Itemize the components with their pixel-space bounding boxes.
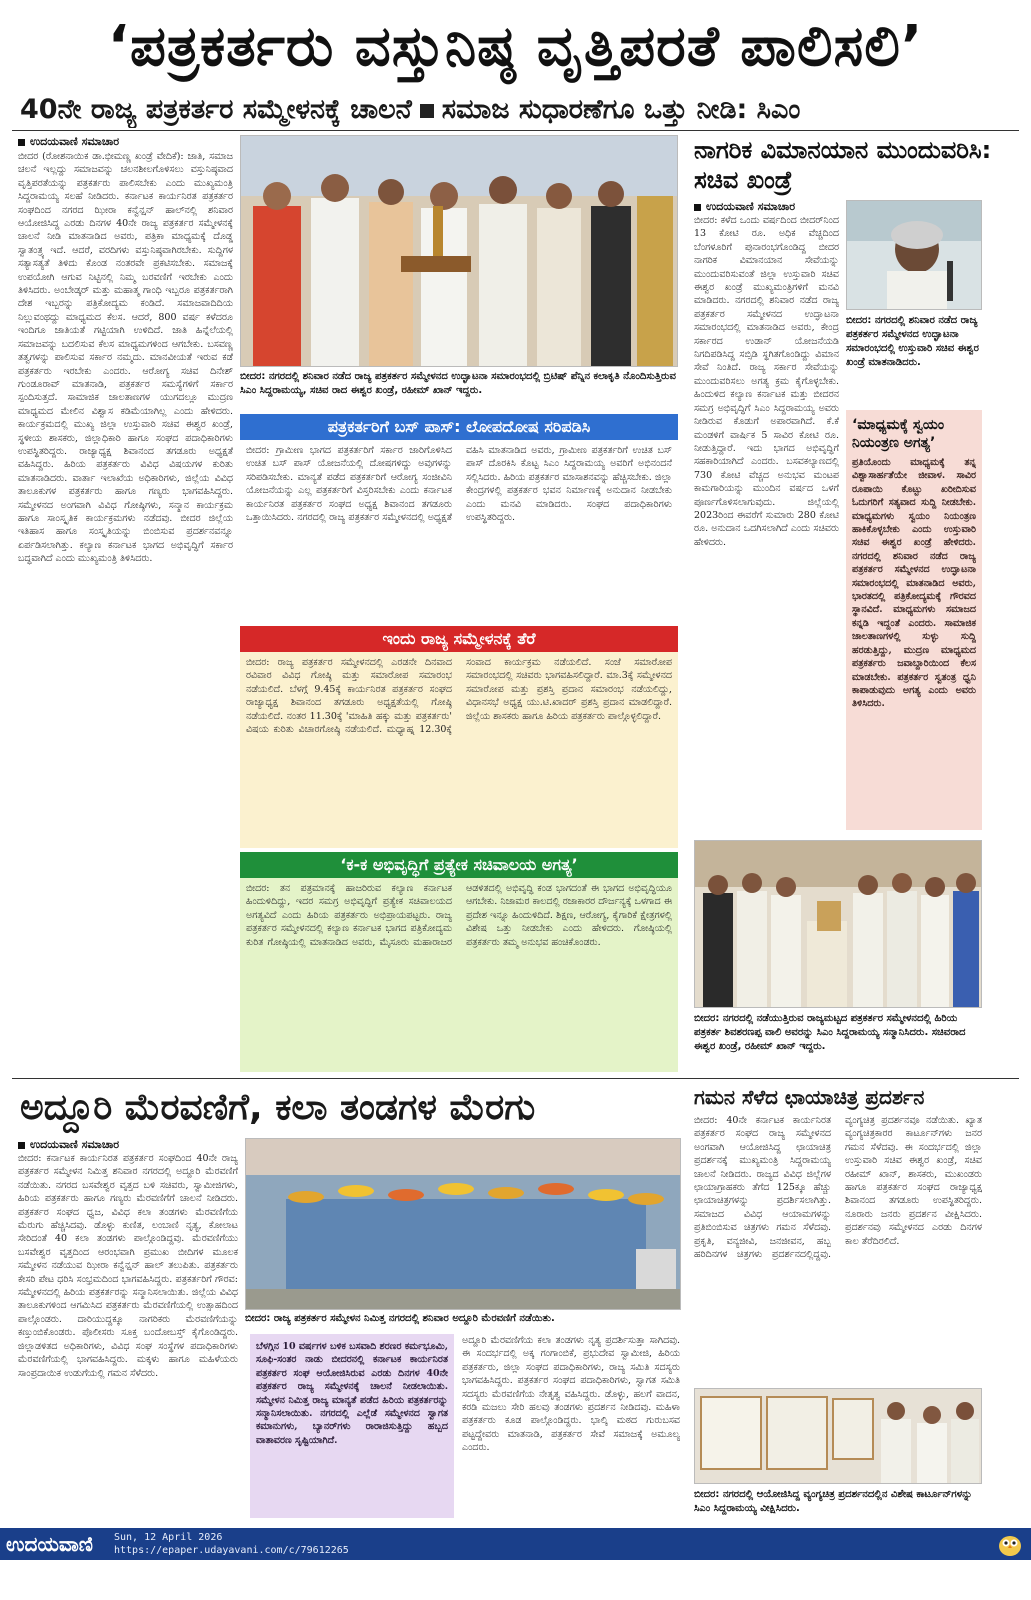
exhibition-photo-icon — [695, 1389, 982, 1484]
bus-pass-banner: ಪತ್ರಕರ್ತರಿಗೆ ಬಸ್ ಪಾಸ್: ಲೋಪದೋಷ ಸರಿಪಡಿಸಿ — [240, 414, 678, 440]
exhibition-photo-caption: ಬೀದರ: ನಗರದಲ್ಲಿ ಆಯೋಜಿಸಿದ್ದ ವ್ಯಂಗ್ಯಚಿತ್ರ ಪ್ರದರ್ಶನದಲ್ಲಿನ ವಿಶೇಷ ಕಾರ್ಟೂನ್‌ಗಳನ್ನು ಸಿಎಂ ಸಿದ್ದರಾಮಯ್ಯ ವೀಕ್ಷಿಸಿದರು. — [694, 1489, 973, 1514]
bus-pass-panel — [240, 440, 678, 622]
procession-headline: ಅದ್ದೂರಿ ಮೆರವಣಿಗೆ, ಕಲಾ ತಂಡಗಳ ಮೆರಗು — [20, 1087, 536, 1128]
procession-photo-icon — [246, 1139, 681, 1310]
exhibition-photo — [694, 1388, 982, 1484]
separator-square-icon — [420, 104, 434, 118]
procession-continued-body: ಅದ್ದೂರಿ ಮೆರವಣಿಗೆಯ ಕಲಾ ತಂಡಗಳು ನೃತ್ಯ ಪ್ರದರ್ಶಿಸುತ್ತಾ ಸಾಗಿದವು. ಈ ಸಂದರ್ಭದಲ್ಲಿ ಅಕ್ಕ ಗಂಗಾಂಬಿಕೆ, ಪ್ರಭುದೇವ ಸ್ವಾಮೀಜಿ, ಹಿರಿಯ ಪತ್ರಕರ್ತರು, ಜಿಲ್ಲಾ ಸಂಘದ ಪದಾಧಿಕಾರಿಗಳು, ರಾಜ್ಯ ಸಮಿತಿ ಸದಸ್ಯರು ಭಾಗವಹಿಸಿದ್ದರು. ಪತ್ರಕರ್ತರ ಸಂಘದ ಪದಾಧಿಕಾರಿಗಳು, ಸ್ವಾಗತ ಸಮಿತಿ ಸದಸ್ಯರು ಮೆರವಣಿಗೆಯ ನೇತೃತ್ವ ವಹಿಸಿದ್ದರು. ಡೊಳ್ಳು, ಹಲಗೆ ವಾದನ, ಕರಡಿ ಮಜಲು ಸೇರಿ ಹಲವು ತಂಡಗಳು ಪ್ರದರ್ಶನ ನೀಡಿದವು. ಮಹಿಳಾ ಪತ್ರಕರ್ತರು ಕೂಡ ಪಾಲ್ಗೊಂಡಿದ್ದರು. ಭಾಲ್ಕಿ ಮಠದ ಗುರುಬಸವ ಪಟ್ಟದ್ದೇವರು ಮಾತನಾಡಿ, ಪತ್ರಕರ್ತರ ಸೇವೆ ಸಮಾಜಕ್ಕೆ ಅಮೂಲ್ಯ ಎಂದರು. — [462, 1335, 680, 1454]
minister-speaking-photo — [846, 200, 982, 310]
photo-exhibit-body: ಬೀದರ: 40ನೇ ಕರ್ನಾಟಕ ಕಾರ್ಯನಿರತ ಪತ್ರಕರ್ತರ ಸಂಘದ ರಾಜ್ಯ ಸಮ್ಮೇಳನದ ಅಂಗವಾಗಿ ಆಯೋಜಿಸಿದ್ದ ಛಾಯಾಚಿತ್ರ ಪ್ರದರ್ಶನಕ್ಕೆ ಮುಖ್ಯಮಂತ್ರಿ ಸಿದ್ದರಾಮಯ್ಯ ಚಾಲನೆ ನೀಡಿದರು. ರಾಜ್ಯದ ವಿವಿಧ ಜಿಲ್ಲೆಗಳ ಛಾಯಾಗ್ರಾಹಕರು ತೆಗೆದ 125ಕ್ಕೂ ಹೆಚ್ಚು ಛಾಯಾಚಿತ್ರಗಳನ್ನು ಪ್ರದರ್ಶಿಸಲಾಗಿತ್ತು. ಸಮಾಜದ ವಿವಿಧ ಆಯಾಮಗಳನ್ನು ಪ್ರತಿಬಿಂಬಿಸುವ ಚಿತ್ರಗಳು ಗಮನ ಸೆಳೆದವು. ಪ್ರಕೃತಿ, ವನ್ಯಜೀವಿ, ಜನಜೀವನ, ಹಬ್ಬ ಹರಿದಿನಗಳ ಚಿತ್ರಗಳು ಪ್ರದರ್ಶನದಲ್ಲಿದ್ದವು. ವ್ಯಂಗ್ಯಚಿತ್ರ ಪ್ರದರ್ಶನವೂ ನಡೆಯಿತು. ಖ್ಯಾತ ವ್ಯಂಗ್ಯಚಿತ್ರಕಾರರ ಕಾರ್ಟೂನ್‌ಗಳು ಜನರ ಗಮನ ಸೆಳೆದವು. ಈ ಸಂದರ್ಭದಲ್ಲಿ ಜಿಲ್ಲಾ ಉಸ್ತುವಾರಿ ಸಚಿವ ಈಶ್ವರ ಖಂಡ್ರೆ, ಸಚಿವ ರಹೀಮ್ ಖಾನ್, ಶಾಸಕರು, ಮುಖಂಡರು ಹಾಗೂ ಪತ್ರಕರ್ತರ ಸಂಘದ ರಾಜ್ಯಾಧ್ಯಕ್ಷ ಶಿವಾನಂದ ತಗಡೂರು ಉಪಸ್ಥಿತರಿದ್ದರು. ನೂರಾರು ಜನರು ಪ್ರದರ್ಶನ ವೀಕ್ಷಿಸಿದರು. ಪ್ರದರ್ಶನವು ಸಮ್ಮೇಳನದ ಎರಡು ದಿನಗಳ ಕಾಲ ತೆರೆದಿರಲಿದೆ. — [694, 1115, 982, 1261]
aviation-headline: ನಾಗರಿಕ ವಿಮಾನಯಾನ ಮುಂದುವರಿಸಿ: ಸಚಿವ ಖಂಡ್ರೆ — [694, 136, 992, 194]
subheadline — [20, 92, 1010, 128]
procession-highlight-body: ಬೆಳಗ್ಗಿನ 10 ವರ್ಷಗಳ ಬಳಿಕ ಬಸವಾದಿ ಶರಣರ ಕರ್ಮಭೂಮಿ, ಸೂಫಿ-ಸಂತರ ನಾಡು ಬೀದರನಲ್ಲಿ ಕರ್ನಾಟಕ ಕಾರ್ಯನಿರತ ಪತ್ರಕರ್ತರ ಸಂಘ ಆಯೋಜಿಸಿರುವ ಎರಡು ದಿನಗಳ 40ನೇ ಪತ್ರಕರ್ತರ ರಾಜ್ಯ ಸಮ್ಮೇಳನಕ್ಕೆ ಚಾಲನೆ ನೀಡಲಾಯಿತು. ಸಮ್ಮೇಳನ ನಿಮಿತ್ತ ರಾಜ್ಯ ಮಾನ್ಯತೆ ಪಡೆದ ಹಿರಿಯ ಪತ್ರಕರ್ತರನ್ನು ಸನ್ಮಾನಿಸಲಾಯಿತು. ನಗರದಲ್ಲಿ ಎಲ್ಲೆಡೆ ಸಮ್ಮೇಳನದ ಸ್ವಾಗತ ಕಮಾನುಗಳು, ಬ್ಯಾನರ್‌ಗಳು ರಾರಾಜಿಸುತ್ತಿದ್ದು ಹಬ್ಬದ ವಾತಾವರಣ ಸೃಷ್ಟಿಯಾಗಿದೆ. — [256, 1341, 448, 1446]
procession-byline: ಉದಯವಾಣಿ ಸಮಾಚಾರ — [18, 1138, 238, 1152]
procession-body: ಬೀದರ: ಕರ್ನಾಟಕ ಕಾರ್ಯನಿರತ ಪತ್ರಕರ್ತರ ಸಂಘದಿಂದ 40ನೇ ರಾಜ್ಯ ಪತ್ರಕರ್ತರ ಸಮ್ಮೇಳನ ನಿಮಿತ್ತ ಶನಿವಾರ ನಗರದಲ್ಲಿ ಅದ್ದೂರಿ ಮೆರವಣಿಗೆ ನಡೆಯಿತು. ನಗರದ ಬಸವೇಶ್ವರ ವೃತ್ತದ ಬಳಿ ಸಚಿವರು, ಸ್ವಾಮೀಜಿಗಳು, ಹಿರಿಯ ಪತ್ರಕರ್ತರು ಹಾಗೂ ಗಣ್ಯರು ಮೆರವಣಿಗೆಗೆ ಚಾಲನೆ ನೀಡಿದರು. ಪತ್ರಕರ್ತರ ಸಂಘದ ಧ್ವಜ, ವಿವಿಧ ಕಲಾ ತಂಡಗಳು ಮೆರವಣಿಗೆಯ ಮೆರುಗು ಹೆಚ್ಚಿಸಿದವು. ಡೊಳ್ಳು ಕುಣಿತ, ಲಂಬಾಣಿ ನೃತ್ಯ, ಕೋಲಾಟ ಸೇರಿದಂತೆ 40 ಕಲಾ ತಂಡಗಳು ಪಾಲ್ಗೊಂಡಿದ್ದವು. ಮೆರವಣಿಗೆಯು ಬಸವೇಶ್ವರ ವೃತ್ತದಿಂದ ಆರಂಭವಾಗಿ ಪ್ರಮುಖ ಬೀದಿಗಳ ಮೂಲಕ ಸಮ್ಮೇಳನ ನಡೆಯುವ ಝೀರಾ ಕನ್ವೆನ್ಷನ್ ಹಾಲ್ ತಲುಪಿತು. ಪತ್ರಕರ್ತರು ಕೇಸರಿ ಪೇಟ ಧರಿಸಿ ಸಂಭ್ರಮದಿಂದ ಭಾಗವಹಿಸಿದ್ದರು. ಪತ್ರಕರ್ತರಿಗೆ ಗೌರವ: ಸಮ್ಮೇಳನದಲ್ಲಿ ಹಿರಿಯ ಪತ್ರಕರ್ತರನ್ನು ಸನ್ಮಾನಿಸಲಾಯಿತು. ಜಿಲ್ಲೆಯ ವಿವಿಧ ತಾಲೂಕುಗಳಿಂದ ಆಗಮಿಸಿದ ಪತ್ರಕರ್ತರು ಮೆರವಣಿಗೆಯಲ್ಲಿ ಉತ್ಸಾಹದಿಂದ ಪಾಲ್ಗೊಂಡರು. ದಾರಿಯುದ್ದಕ್ಕೂ ನಾಗರಿಕರು ಮೆರವಣಿಗೆಯನ್ನು ಕಣ್ತುಂಬಿಕೊಂಡರು. ಪೊಲೀಸರು ಸೂಕ್ತ ಬಂದೋಬಸ್ತ್ ಕೈಗೊಂಡಿದ್ದರು. ಜಿಲ್ಲಾಡಳಿತದ ಅಧಿಕಾರಿಗಳು, ವಿವಿಧ ಸಂಘ ಸಂಸ್ಥೆಗಳ ಪದಾಧಿಕಾರಿಗಳು ಮೆರವಣಿಗೆಯಲ್ಲಿ ಭಾಗವಹಿಸಿದ್ದರು. ಮಕ್ಕಳು ಹಾಗೂ ಮಹಿಳೆಯರು ಸಾಂಪ್ರದಾಯಿಕ ಉಡುಗೆಯಲ್ಲಿ ಗಮನ ಸೆಳೆದರು. — [18, 1153, 238, 1379]
main-story-body: ಬೀದರ (ರೋಶನಾಯಿಕ ಡಾ.ಭೀಮಣ್ಣ ಖಂಡ್ರೆ ವೇದಿಕೆ): ಜಾತಿ, ಸಮಾಜ ಚಲನೆ ಇಲ್ಲದ್ದು ಸಮಾಜವನ್ನು ಚಲನಶೀಲಗೊಳಿಸಲು ವಸ್ತುನಿಷ್ಠವಾದ ವೃತ್ತಿಪರತೆಯನ್ನು ಪತ್ರಕರ್ತರು ಪಾಲಿಸಬೇಕು ಎಂದು ಮುಖ್ಯಮಂತ್ರಿ ಸಿದ್ದರಾಮಯ್ಯ ಸಲಹೆ ನೀಡಿದರು. ಕರ್ನಾಟಕ ಕಾರ್ಯನಿರತ ಪತ್ರಕರ್ತರ ಸಂಘದಿಂದ ನಗರದ ಝೀರಾ ಕನ್ವೆನ್ಷನ್ ಹಾಲ್‌ನಲ್ಲಿ ಶನಿವಾರ ಆಯೋಜಿಸಿದ್ದ ಎರಡು ದಿನಗಳ 40ನೇ ರಾಜ್ಯ ಪತ್ರಕರ್ತರ ಸಮ್ಮೇಳನಕ್ಕೆ ಚಾಲನೆ ನೀಡಿ ಮಾತನಾಡಿದ ಅವರು, ಪತ್ರಿಕಾ ಮಾಧ್ಯಮಕ್ಕೆ ದೊಡ್ಡ ಸ್ವಾತಂತ್ರ್ಯ ಇದೆ. ಆದರೆ, ವರದಿಗಳು ವಸ್ತುನಿಷ್ಠವಾಗಿರಬೇಕು. ಸುದ್ದಿಗಳ ಸತ್ಯಾಸತ್ಯತೆ ತಿಳಿದು ಕೊಂಡ ನಂತರವೇ ಪ್ರಕಟಿಸಬೇಕು. ಸಮಾಜಕ್ಕೆ ಉಪಯೋಗಿ ಆಗುವ ನಿಟ್ಟಿನಲ್ಲಿ ನಿಮ್ಮ ಬರವಣಿಗೆ ಇರಬೇಕು ಎಂದು ತಿಳಿಸಿದರು. ಅಂಬೇಡ್ಕರ್ ಮತ್ತು ಮಹಾತ್ಮ ಗಾಂಧಿ ಇಬ್ಬರೂ ಪತ್ರಕರ್ತರಾಗಿ ದೇಶ ಇಬ್ಬರನ್ನು ಪತ್ರಿಕೋದ್ಯಮ ಕಂಡಿದೆ. ಸಮಾಜವಾದಿದಿಯ ನಿಲ್ಲುವಂಥದ್ದು ಮಾಧ್ಯಮದ ಕೆಲಸ. ಆದರೆ, 800 ವರ್ಷ ಕಳೆದರೂ ಇಂದಿಗೂ ಜಾತಿಯತೆ ಗಟ್ಟಿಯಾಗಿ ಉಳಿದಿದೆ. ಜಾತಿ ಹಿನ್ನೆಲೆಯಲ್ಲಿ ಸಮಾಜವನ್ನು ಬದಲಿಸುವ ಕೆಲಸ ಮಾಧ್ಯಮಗಳಿಂದ ಆಗಬೇಕು. ಬಸವಣ್ಣ ತತ್ವಗಳನ್ನು ಪಾಲಿಸುವ ಸರ್ಕಾರ ನಮ್ಮದು. ಮಾನವೀಯತೆ ಇರುವ ಕಡೆ ಪತ್ರಕರ್ತರು ಇರಬೇಕು ಎಂದರು. ಆರೋಗ್ಯ ಸಚಿವ ದಿನೇಶ್ ಗುಂಡೂರಾವ್ ಮಾತನಾಡಿ, ಪತ್ರಕರ್ತರ ಸಮಸ್ಯೆಗಳಿಗೆ ಸರ್ಕಾರ ಸ್ಪಂದಿಸುತ್ತದೆ. ಸಾಮಾಜಿಕ ಜಾಲತಾಣಗಳ ಯುಗದಲ್ಲೂ ಮುದ್ರಣ ಮಾಧ್ಯಮದ ಮೇಲಿನ ವಿಶ್ವಾಸ ಕಡಿಮೆಯಾಗಿಲ್ಲ ಎಂದು ಹೇಳಿದರು. ಕಾರ್ಯಕ್ರಮದಲ್ಲಿ ಮುಖ್ಯ ಜಿಲ್ಲಾ ಉಸ್ತುವಾರಿ ಸಚಿವ ಈಶ್ವರ ಖಂಡ್ರೆ, ಸ್ಥಳೀಯ ಶಾಸಕರು, ಜಿಲ್ಲಾಧಿಕಾರಿ ಹಾಗೂ ಸಂಘದ ಪದಾಧಿಕಾರಿಗಳು ಉಪಸ್ಥಿತರಿದ್ದರು. ರಾಜ್ಯಾಧ್ಯಕ್ಷ ಶಿವಾನಂದ ತಗಡೂರು ಅಧ್ಯಕ್ಷತೆ ವಹಿಸಿದ್ದರು. ಹಿರಿಯ ಪತ್ರಕರ್ತರು ವಿವಿಧ ವಿಷಯಗಳ ಕುರಿತು ಮಾತನಾಡಿದರು. ವಾರ್ತಾ ಇಲಾಖೆಯ ಅಧಿಕಾರಿಗಳು, ಜಿಲ್ಲೆಯ ವಿವಿಧ ತಾಲೂಕುಗಳ ಪತ್ರಕರ್ತರು ಹಾಗೂ ಗಣ್ಯರು ಭಾಗವಹಿಸಿದ್ದರು. ಸಮ್ಮೇಳನದ ಅಂಗವಾಗಿ ವಿವಿಧ ಗೋಷ್ಠಿಗಳು, ಸನ್ಮಾನ ಕಾರ್ಯಕ್ರಮ ಹಾಗೂ ಸಾಂಸ್ಕೃತಿಕ ಕಾರ್ಯಕ್ರಮಗಳು ನಡೆದವು. ಬೀದರ ಜಿಲ್ಲೆಯ ಇತಿಹಾಸ ಹಾಗೂ ಸಂಸ್ಕೃತಿಯನ್ನು ಬಿಂಬಿಸುವ ಪ್ರದರ್ಶನವನ್ನೂ ಏರ್ಪಡಿಸಲಾಗಿತ್ತು. ಕಲ್ಯಾಣ ಕರ್ನಾಟಕ ಭಾಗದ ಅಭಿವೃದ್ಧಿಗೆ ಸರ್ಕಾರ ಬದ್ಧವಾಗಿದೆ ಎಂದು ಮುಖ್ಯಮಂತ್ರಿ ತಿಳಿಸಿದರು. — [18, 151, 233, 565]
page-headline: ‘ಪತ್ರಕರ್ತರು ವಸ್ತುನಿಷ್ಠ ವೃತ್ತಿಪರತೆ ಪಾಲಿಸಲಿ’ — [107, 14, 924, 79]
owl-icon — [996, 1531, 1024, 1557]
photo-exhibit-headline: ಗಮನ ಸೆಳೆದ ಛಾಯಾಚಿತ್ರ ಪ್ರದರ್ಶನ — [694, 1085, 925, 1109]
procession-highlight-box — [250, 1334, 454, 1518]
footer-date: Sun, 12 April 2026 — [114, 1532, 223, 1543]
bullet-square-icon — [18, 1142, 25, 1149]
bus-pass-body: ಬೀದರ: ಗ್ರಾಮೀಣ ಭಾಗದ ಪತ್ರಕರ್ತರಿಗೆ ಸರ್ಕಾರ ಜಾರಿಗೊಳಿಸಿದ ಉಚಿತ ಬಸ್ ಪಾಸ್ ಯೋಜನೆಯಲ್ಲಿ ದೋಷಗಳಿದ್ದು ಅವುಗಳನ್ನು ಸರಿಪಡಿಸಬೇಕು. ಮಾನ್ಯತೆ ಪಡೆದ ಪತ್ರಕರ್ತರಿಗೆ ಆರೋಗ್ಯ ಸಂಜೀವಿನಿ ಯೋಜನೆಯನ್ನು ಎಲ್ಲ ಪತ್ರಕರ್ತರಿಗೆ ವಿಸ್ತರಿಸಬೇಕು ಎಂದು ಕರ್ನಾಟಕ ಕಾರ್ಯನಿರತ ಪತ್ರಕರ್ತರ ಸಂಘದ ಅಧ್ಯಕ್ಷ ಶಿವಾನಂದ ತಗಡೂರು ಒತ್ತಾಯಿಸಿದರು. ನಗರದಲ್ಲಿ ರಾಜ್ಯ ಪತ್ರಕರ್ತರ ಸಮ್ಮೇಳನದಲ್ಲಿ ಅಧ್ಯಕ್ಷತೆ ವಹಿಸಿ ಮಾತನಾಡಿದ ಅವರು, ಗ್ರಾಮೀಣ ಪತ್ರಕರ್ತರಿಗೆ ಉಚಿತ ಬಸ್ ಪಾಸ್ ದೊರಕಿಸಿ ಕೊಟ್ಟ ಸಿಎಂ ಸಿದ್ದರಾಮಯ್ಯ ಅವರಿಗೆ ಅಭಿನಂದನೆ ಸಲ್ಲಿಸಿದರು. ಹಿರಿಯ ಪತ್ರಕರ್ತರ ಮಾಸಾಶನವನ್ನು ಹೆಚ್ಚಿಸಬೇಕು. ಜಿಲ್ಲಾ ಕೇಂದ್ರಗಳಲ್ಲಿ ಪತ್ರಕರ್ತರ ಭವನ ನಿರ್ಮಾಣಕ್ಕೆ ಅನುದಾನ ನೀಡಬೇಕು ಎಂದು ಮನವಿ ಮಾಡಿದರು. ಸಂಘದ ಪದಾಧಿಕಾರಿಗಳು ಉಪಸ್ಥಿತರಿದ್ದರು. — [246, 445, 672, 524]
udayavani-logo: ಉದಯವಾಣಿ — [6, 1532, 93, 1556]
kk-secretariat-banner: ‘ಕ-ಕ ಅಭಿವೃದ್ಧಿಗೆ ಪ್ರತ್ಯೇಕ ಸಚಿವಾಲಯ ಅಗತ್ಯ’ — [240, 852, 678, 878]
page-bottom-margin — [0, 1560, 1031, 1600]
media-box-body: ಪ್ರತಿಯೊಂದು ಮಾಧ್ಯಮಕ್ಕೆ ತನ್ನ ವಿಶ್ವಾಸಾರ್ಹತೆಯೇ ಜೀವಾಳ. ಸಾವಿರ ರೂಪಾಯಿ ಕೊಟ್ಟು ಖರೀದಿಸುವ ಓದುಗರಿಗೆ ಸತ್ಯವಾದ ಸುದ್ದಿ ನೀಡಬೇಕು. ಮಾಧ್ಯಮಗಳು ಸ್ವಯಂ ನಿಯಂತ್ರಣ ಹಾಕಿಕೊಳ್ಳಬೇಕು ಎಂದು ಉಸ್ತುವಾರಿ ಸಚಿವ ಈಶ್ವರ ಖಂಡ್ರೆ ಹೇಳಿದರು. ನಗರದಲ್ಲಿ ಶನಿವಾರ ನಡೆದ ರಾಜ್ಯ ಪತ್ರಕರ್ತರ ಸಮ್ಮೇಳನದ ಉದ್ಘಾಟನಾ ಸಮಾರಂಭದಲ್ಲಿ ಮಾತನಾಡಿದ ಅವರು, ಭಾರತದಲ್ಲಿ ಪತ್ರಿಕೋದ್ಯಮಕ್ಕೆ ಗೌರವದ ಸ್ಥಾನವಿದೆ. ಮಾಧ್ಯಮಗಳು ಸಮಾಜದ ಕನ್ನಡಿ ಇದ್ದಂತೆ ಎಂದರು. ಸಾಮಾಜಿಕ ಜಾಲತಾಣಗಳಲ್ಲಿ ಸುಳ್ಳು ಸುದ್ದಿ ಹರಡುತ್ತಿದ್ದು, ಮುದ್ರಣ ಮಾಧ್ಯಮದ ಪತ್ರಕರ್ತರು ಜವಾಬ್ದಾರಿಯಿಂದ ಕೆಲಸ ಮಾಡಬೇಕು. ಪತ್ರಕರ್ತರ ಸ್ವತಂತ್ರ ಧ್ವನಿ ಕಾಪಾಡುವುದು ಅಗತ್ಯ ಎಂದು ಅವರು ತಿಳಿಸಿದರು. — [852, 457, 976, 710]
kk-secretariat-panel — [240, 878, 678, 1072]
main-byline: ಉದಯವಾಣಿ ಸಮಾಚಾರ — [18, 135, 233, 149]
minister-speaking-caption: ಬೀದರ: ನಗರದಲ್ಲಿ ಶನಿವಾರ ನಡೆದ ರಾಜ್ಯ ಪತ್ರಕರ್ತರ ಸಮ್ಮೇಳನದ ಉದ್ಘಾಟನಾ ಸಮಾರಂಭದಲ್ಲಿ ಉಸ್ತುವಾರಿ ಸಚಿವ ಈಶ್ವರ ಖಂಡ್ರೆ ಮಾತನಾಡಿದರು. — [846, 315, 979, 368]
award-photo-caption: ಬೀದರ: ನಗರದಲ್ಲಿ ನಡೆಯುತ್ತಿರುವ ರಾಜ್ಯಮಟ್ಟದ ಪತ್ರಕರ್ತರ ಸಮ್ಮೇಳನದಲ್ಲಿ ಹಿರಿಯ ಪತ್ರಕರ್ತ ಶಿವಶರಣಪ್ಪ ವಾಲಿ ಅವರನ್ನು ಸಿಎಂ ಸಿದ್ದರಾಮಯ್ಯ ಸನ್ಮಾನಿಸಿದರು. ಸಚಿವರಾದ ಈಶ್ವರ ಖಂಡ್ರೆ, ರಹೀಮ್ ಖಾನ್ ಇದ್ದರು. — [694, 1013, 966, 1052]
subheadline-right: ಸಮಾಜ ಸುಧಾರಣೆಗೂ ಒತ್ತು ನೀಡಿ: ಸಿಎಂ — [441, 94, 801, 125]
sammelana-end-panel — [240, 652, 678, 848]
aviation-byline: ಉದಯವಾಣಿ ಸಮಾಚಾರ — [694, 200, 844, 214]
ceremony-photo-icon — [241, 136, 678, 367]
media-self-regulation-box — [846, 410, 982, 830]
ceremony-photo — [240, 135, 678, 367]
bullet-square-icon — [18, 139, 25, 146]
procession-photo — [245, 1138, 681, 1310]
minister-speaking-photo-icon — [847, 201, 982, 310]
ceremony-photo-caption: ಬೀದರ: ನಗರದಲ್ಲಿ ಶನಿವಾರ ನಡೆದ ರಾಜ್ಯ ಪತ್ರಕರ್ತರ ಸಮ್ಮೇಳನದ ಉದ್ಘಾಟನಾ ಸಮಾರಂಭದಲ್ಲಿ ಬ್ರಿಟಿಷ್ ಪೆನ್ನಿನ ಕಲಾಕೃತಿ ನೊಂದಿಸುತ್ತಿರುವ ಸಿಎಂ ಸಿದ್ದರಾಮಯ್ಯ, ಸಚಿವ ರಾದ ಈಶ್ವರ ಖಂಡ್ರೆ, ರಹೀಮ್ ಖಾನ್ ಇದ್ದರು. — [240, 371, 676, 396]
procession-photo-caption: ಬೀದರ: ರಾಜ್ಯ ಪತ್ರಕರ್ತರ ಸಮ್ಮೇಳನ ನಿಮಿತ್ತ ನಗರದಲ್ಲಿ ಶನಿವಾರ ಅದ್ದೂರಿ ಮೆರವಣಿಗೆ ನಡೆಯಿತು. — [245, 1313, 555, 1324]
footer-url[interactable]: https://epaper.udayavani.com/c/79612265 — [114, 1545, 349, 1556]
kk-secretariat-body: ಬೀದರ: ತನ ಪತ್ರಮಾನಕ್ಕೆ ಹಾಜರಿರುವ ಕಲ್ಯಾಣ ಕರ್ನಾಟಕ ಹಿಂದುಳಿದಿದ್ದು, ಇದರ ಸಮಗ್ರ ಅಭಿವೃದ್ಧಿಗೆ ಪ್ರತ್ಯೇಕ ಸಚಿವಾಲಯದ ಅಗತ್ಯವಿದೆ ಎಂದು ಹಿರಿಯ ಪತ್ರಕರ್ತರು ಅಭಿಪ್ರಾಯಪಟ್ಟರು. ರಾಜ್ಯ ಪತ್ರಕರ್ತರ ಸಮ್ಮೇಳನದಲ್ಲಿ ಕಲ್ಯಾಣ ಕರ್ನಾಟಕ ಭಾಗದ ಪತ್ರಿಕೋದ್ಯಮ ಕುರಿತ ಗೋಷ್ಠಿಯಲ್ಲಿ ಮಾತನಾಡಿದ ಅವರು, ಮೈಸೂರು ಮಹಾರಾಜರ ಆಡಳಿತದಲ್ಲಿ ಅಭಿವೃದ್ಧಿ ಕಂಡ ಭಾಗದಂತೆ ಈ ಭಾಗದ ಅಭಿವೃದ್ಧಿಯೂ ಆಗಬೇಕು. ನಿಜಾಮರ ಕಾಲದಲ್ಲಿ ರಜಾಕಾರರ ದೌರ್ಜನ್ಯಕ್ಕೆ ಒಳಗಾದ ಈ ಪ್ರದೇಶ ಇನ್ನೂ ಹಿಂದುಳಿದಿದೆ. ಶಿಕ್ಷಣ, ಆರೋಗ್ಯ, ಕೈಗಾರಿಕೆ ಕ್ಷೇತ್ರಗಳಲ್ಲಿ ವಿಶೇಷ ಒತ್ತು ನೀಡಬೇಕು ಎಂದು ಹೇಳಿದರು. ಗೋಷ್ಠಿಯಲ್ಲಿ ಪತ್ರಕರ್ತರು ತಮ್ಮ ಅನುಭವ ಹಂಚಿಕೊಂಡರು. — [246, 883, 672, 948]
aviation-body: ಬೀದರ: ಕಳೆದ ಒಂದು ವರ್ಷದಿಂದ ಬೀದರ್‌ನಿಂದ 13 ಕೋಟಿ ರೂ. ಅಧಿಕ ವೆಚ್ಚದಿಂದ ಬೆಂಗಳೂರಿಗೆ ಪುನಾರಂಭಗೊಂಡಿದ್ದ ಬೀದರ ನಾಗರಿಕ ವಿಮಾನಯಾನ ಸೇವೆಯನ್ನು ಮುಂದುವರಿಸುವಂತೆ ಜಿಲ್ಲಾ ಉಸ್ತುವಾರಿ ಸಚಿವ ಈಶ್ವರ ಖಂಡ್ರೆ ಮುಖ್ಯಮಂತ್ರಿಗಳಿಗೆ ಮನವಿ ಮಾಡಿದರು. ನಗರದಲ್ಲಿ ಶನಿವಾರ ನಡೆದ ರಾಜ್ಯ ಪತ್ರಕರ್ತರ ಸಮ್ಮೇಳನದ ಉದ್ಘಾಟನಾ ಸಮಾರಂಭದಲ್ಲಿ ಮಾತನಾಡಿದ ಅವರು, ಕೇಂದ್ರ ಸರ್ಕಾರದ ಉಡಾನ್ ಯೋಜನೆಯಡಿ ನಿಗದಿಪಡಿಸಿದ್ದ ಸಬ್ಸಿಡಿ ಸ್ಥಗಿತಗೊಂಡಿದ್ದು ವಿಮಾನ ಸೇವೆ ನಿಂತಿದೆ. ರಾಜ್ಯ ಸರ್ಕಾರ ಸೇವೆಯನ್ನು ಮುಂದುವರಿಸಲು ಅಗತ್ಯ ಕ್ರಮ ಕೈಗೊಳ್ಳಬೇಕು. ಹಿಂದುಳಿದ ಕಲ್ಯಾಣ ಕರ್ನಾಟಕ ಮತ್ತು ಬೀದರನ ಸಮಗ್ರ ಅಭಿವೃದ್ಧಿಗೆ ಸಿಎಂ ಸಿದ್ದರಾಮಯ್ಯ ಅವರು ನೀಡಿರುವ ಕೊಡುಗೆ ಅಪಾರವಾಗಿದೆ. ಕೆ.ಕೆ ಮಂಡಳಿಗೆ ವಾರ್ಷಿಕ 5 ಸಾವಿರ ಕೋಟಿ ರೂ. ನೀಡುತ್ತಿದ್ದಾರೆ. ಇದು ಭಾಗದ ಅಭಿವೃದ್ಧಿಗೆ ಸಹಕಾರಿಯಾಗಿದೆ ಎಂದರು. ಬಸವಕಲ್ಯಾಣದಲ್ಲಿ 730 ಕೋಟಿ ವೆಚ್ಚದ ಅನುಭವ ಮಂಟಪ ಕಾಮಗಾರಿಯನ್ನು ಮುಂದಿನ ವರ್ಷದ ಒಳಗೆ ಪೂರ್ಣಗೊಳಿಸಲಾಗುವುದು. ಜಿಲ್ಲೆಯಲ್ಲಿ 2023ರಿಂದ ಈವರೆಗೆ ಸುಮಾರು 280 ಕೋಟಿ ರೂ. ಅನುದಾನ ಒದಗಿಸಲಾಗಿದೆ ಎಂದು ಸಚಿವರು ಹೇಳಿದರು. — [694, 215, 839, 548]
sammelana-end-body: ಬೀದರ: ರಾಜ್ಯ ಪತ್ರಕರ್ತರ ಸಮ್ಮೇಳನದಲ್ಲಿ ಎರಡನೇ ದಿನವಾದ ರವಿವಾರ ವಿವಿಧ ಗೋಷ್ಠಿ ಮತ್ತು ಸಮಾರೋಪ ಸಮಾರಂಭ ನಡೆಯಲಿದೆ. ಬೆಳಗ್ಗೆ 9.45ಕ್ಕೆ ಕಾರ್ಯನಿರತ ಪತ್ರಕರ್ತರ ಸಂಘದ ರಾಜ್ಯಾಧ್ಯಕ್ಷ ಶಿವಾನಂದ ತಗಡೂರು ಅಧ್ಯಕ್ಷತೆಯಲ್ಲಿ ಗೋಷ್ಠಿ ನಡೆಯಲಿದೆ. ನಂತರ 11.30ಕ್ಕೆ 'ಮಾಹಿತಿ ಹಕ್ಕು ಮತ್ತು ಪತ್ರಕರ್ತರು' ವಿಷಯ ಕುರಿತು ವಿಚಾರಗೋಷ್ಠಿ ನಡೆಯಲಿದೆ. ಮಧ್ಯಾಹ್ನ 12.30ಕ್ಕೆ ಸಂವಾದ ಕಾರ್ಯಕ್ರಮ ನಡೆಯಲಿದೆ. ಸಂಜೆ ಸಮಾರೋಪ ಸಮಾರಂಭದಲ್ಲಿ ಸಚಿವರು ಭಾಗವಹಿಸಲಿದ್ದಾರೆ. ಮಾ.3ಕ್ಕೆ ಸಮ್ಮೇಳನದ ಸಮಾರೋಪ ಮತ್ತು ಪ್ರಶಸ್ತಿ ಪ್ರದಾನ ಸಮಾರಂಭ ನಡೆಯಲಿದ್ದು, ವಿಧಾನಸಭೆ ಅಧ್ಯಕ್ಷ ಯು.ಟಿ.ಖಾದರ್ ಪ್ರಶಸ್ತಿ ಪ್ರದಾನ ಮಾಡಲಿದ್ದಾರೆ. ಜಿಲ್ಲೆಯ ಶಾಸಕರು ಹಾಗೂ ಹಿರಿಯ ಪತ್ರಕರ್ತರು ಪಾಲ್ಗೊಳ್ಳಲಿದ್ದಾರೆ. — [246, 657, 672, 736]
header-rule — [12, 130, 1019, 131]
media-box-title: ‘ಮಾಧ್ಯಮಕ್ಕೆ ಸ್ವಯಂ ನಿಯಂತ್ರಣ ಅಗತ್ಯ’ — [852, 417, 945, 451]
section-rule — [12, 1078, 1019, 1079]
bullet-square-icon — [694, 204, 701, 211]
subheadline-left: 40ನೇ ರಾಜ್ಯ ಪತ್ರಕರ್ತರ ಸಮ್ಮೇಳನಕ್ಕೆ ಚಾಲನೆ — [20, 94, 412, 125]
award-photo-icon — [695, 841, 982, 1008]
award-photo — [694, 840, 982, 1008]
sammelana-end-banner: ಇಂದು ರಾಜ್ಯ ಸಮ್ಮೇಳನಕ್ಕೆ ತೆರೆ — [240, 626, 678, 652]
